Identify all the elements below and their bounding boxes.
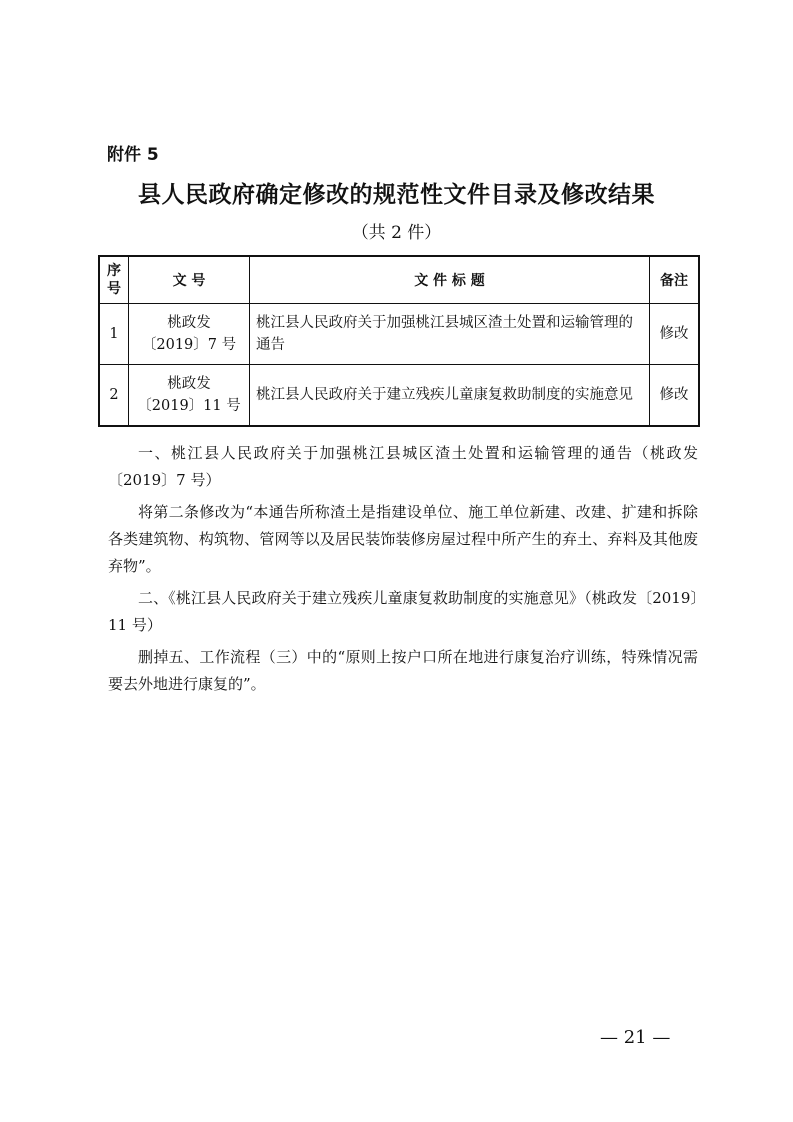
row-no: 2: [99, 365, 129, 427]
paragraph: 一、桃江县人民政府关于加强桃江县城区渣土处置和运输管理的通告（桃政发〔2019〕7 号）: [108, 444, 698, 489]
row-doc-number: [129, 304, 250, 365]
document-title: 县人民政府确定修改的规范性文件目录及修改结果: [138, 182, 655, 208]
table-header-row: [99, 256, 699, 304]
paragraph: 将第二条修改为“本通告所称渣土是指建设单位、施工单位新建、改建、扩建和拆除各类建筑物、构筑物、管网等以及居民装饰装修房屋过程中所产生的弃土、弃料及其他废弃物”。: [108, 503, 698, 575]
doc-number-prefix: 桃政发: [167, 376, 211, 392]
header-remark: 备注: [650, 256, 700, 304]
row-remark: 修改: [650, 304, 700, 365]
table-row: [99, 365, 699, 427]
header-doc-number: 文 号: [129, 256, 250, 304]
header-doc-title: 文 件 标 题: [250, 256, 650, 304]
paragraph: 二、《桃江县人民政府关于建立残疾儿童康复救助制度的实施意见》（桃政发〔2019〕11 号）: [108, 589, 698, 634]
document-subtitle: （共 2 件）: [351, 223, 442, 243]
doc-number-prefix: 桃政发: [167, 315, 211, 331]
row-doc-title: 桃江县人民政府关于建立残疾儿童康复救助制度的实施意见: [250, 365, 650, 427]
row-doc-title: 桃江县人民政府关于加强桃江县城区渣土处置和运输管理的通告: [250, 304, 650, 365]
table-row: [99, 304, 699, 365]
row-no: 1: [99, 304, 129, 365]
page-number: — 21 —: [600, 1027, 671, 1048]
paragraph: 删掉五、工作流程（三）中的“原则上按户口所在地进行康复治疗训练，特殊情况需要去外地进行康复的”。: [108, 648, 698, 693]
header-no: 序号: [99, 256, 129, 304]
attachment-label: 附件 5: [107, 145, 159, 165]
row-remark: 修改: [650, 365, 700, 427]
row-doc-number: [129, 365, 250, 427]
doc-number-code: 〔2019〕11 号: [137, 398, 241, 414]
body-text: [108, 440, 698, 703]
document-table: [98, 255, 700, 427]
doc-number-code: 〔2019〕7 号: [141, 337, 237, 353]
